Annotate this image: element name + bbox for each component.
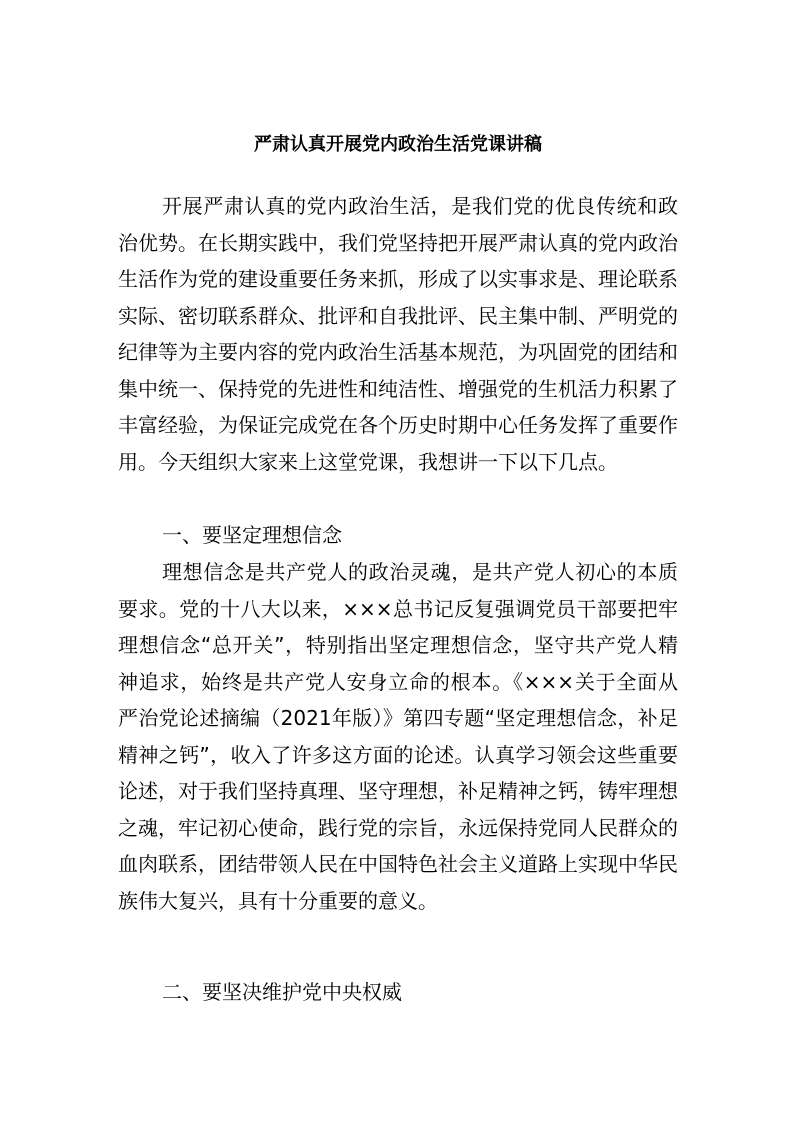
document-title: 严肃认真开展党内政治生活党课讲稿 [254,134,542,155]
section-1-paragraph: 理想信念是共产党人的政治灵魂，是共产党人初心的本质要求。党的十八大以来，×××总书记反复强调党员干部要把牢理想信念“总开关”，特别指出坚定理想信念，坚守共产党人精神追求，始终是共产党人安身立命的根本。《×××关于全面从严治党论述摘编（2021年版）》第四专题“坚定理想信念，补足精神之钙”，收入了许多这方面的论述。认真学习领会这些重要论述，对于我们坚持真理、坚守理想，补足精神之钙，铸牢理想之魂，牢记初心使命，践行党的宗旨，永远保持党同人民群众的血肉联系，团结带领人民在中国特色社会主义道路上实现中华民族伟大复兴，具有十分重要的意义。 [118,560,678,913]
section-heading-1: 一、要坚定理想信念 [162,523,342,547]
section-heading-2: 二、要坚决维护党中央权威 [162,980,402,1004]
intro-paragraph: 开展严肃认真的党内政治生活，是我们党的优良传统和政治优势。在长期实践中，我们党坚持把开展严肃认真的党内政治生活作为党的建设重要任务来抓，形成了以实事求是、理论联系实际、密切联系群众、批评和自我批评、民主集中制、严明党的纪律等为主要内容的党内政治生活基本规范，为巩固党的团结和集中统一、保持党的先进性和纯洁性、增强党的生机活力积累了丰富经验，为保证完成党在各个历史时期中心任务发挥了重要作用。今天组织大家来上这堂党课，我想讲一下以下几点。 [118,194,678,474]
